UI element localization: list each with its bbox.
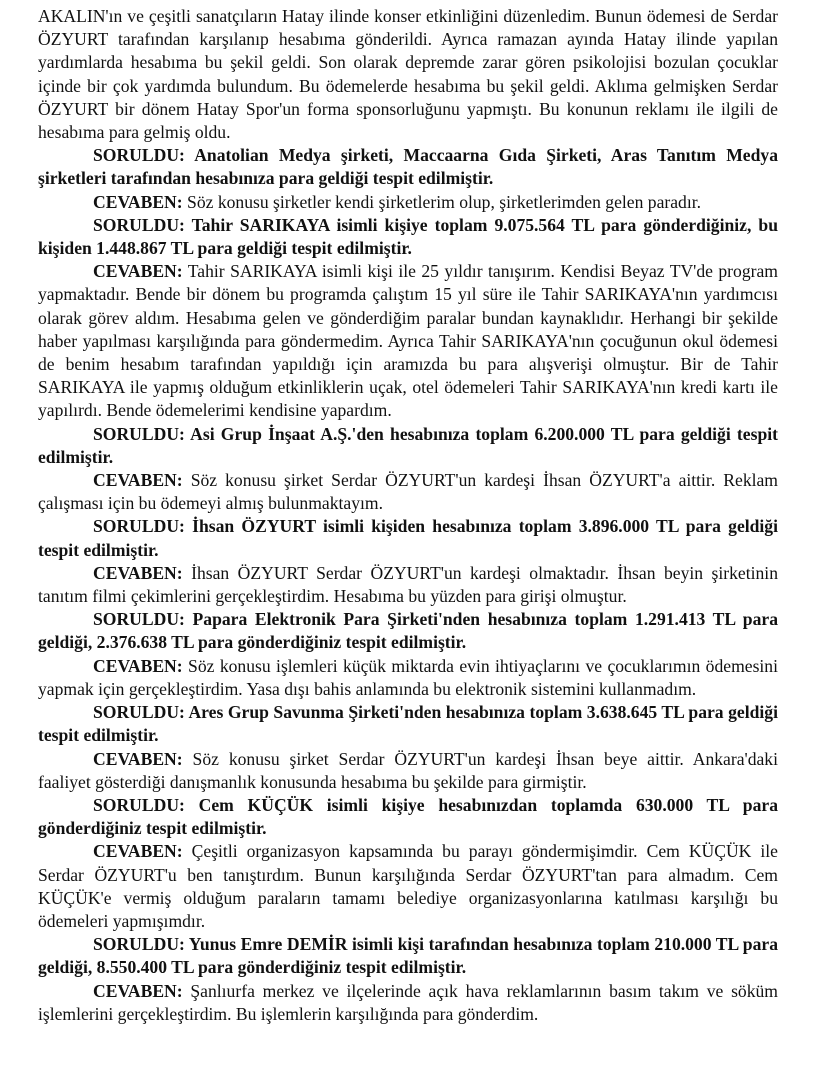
answer-label: CEVABEN:	[93, 748, 183, 769]
question-paragraph	[38, 144, 778, 190]
answer-paragraph	[38, 191, 778, 214]
answer-label: CEVABEN:	[93, 470, 183, 491]
question-paragraph	[38, 515, 778, 561]
question-text: Tahir SARIKAYA isimli kişiye toplam 9.075.564 TL para gönderdiğiniz, bu kişiden 1.448.867 TL para geldiği tespit edilmiştir.	[38, 214, 778, 259]
answer-text: İhsan ÖZYURT Serdar ÖZYURT'un kardeşi olmaktadır. İhsan beyin şirketinin tanıtım filmi çekimlerini gerçekleştirdim. Hesabıma bu yüzden para girişi olmuştur.	[38, 562, 778, 607]
answer-text: Söz konusu şirket Serdar ÖZYURT'un kardeşi İhsan beye aittir. Ankara'daki faaliyet gösterdiği danışmanlık konusunda hesabıma bu şekilde para girmiştir.	[38, 748, 778, 792]
question-label: SORULDU:	[93, 145, 185, 166]
question-text: Anatolian Medya şirketi, Maccaarna Gıda Şirketi, Aras Tanıtım Medya şirketleri tarafından hesabınıza para geldiği tespit edilmiştir.	[38, 145, 778, 189]
question-label: SORULDU:	[93, 934, 185, 955]
question-label: SORULDU:	[93, 423, 185, 444]
answer-label: CEVABEN:	[93, 191, 183, 212]
question-paragraph	[38, 933, 778, 979]
answer-text: Söz konusu şirket Serdar ÖZYURT'un kardeşi İhsan ÖZYURT'a aittir. Reklam çalışması için bu ödemeyi almış bulunmaktayım.	[38, 470, 778, 514]
question-paragraph	[38, 214, 778, 260]
question-text: Cem KÜÇÜK isimli kişiye hesabınızdan toplamda 630.000 TL para gönderdiğiniz tespit edilmiştir.	[38, 794, 778, 839]
answer-text: Çeşitli organizasyon kapsamında bu parayı göndermişimdir. Cem KÜÇÜK ile Serdar ÖZYURT'u ben tanıştırdım. Bunun karşılığında Serdar ÖZYURT'tan para almadım. Cem KÜÇÜK'e vermiş olduğum paraların tamamı belediye organizasyonlarına katılması karşılığı bu ödemeleri yapmışımdır.	[38, 841, 778, 931]
answer-text: Söz konusu şirketler kendi şirketlerim olup, şirketlerimden gelen paradır.	[187, 191, 702, 212]
answer-paragraph	[38, 562, 778, 608]
answer-text: Şanlıurfa merkez ve ilçelerinde açık hava reklamlarının basım takım ve söküm işlemlerini gerçekleştirdim. Bu işlemlerin karşılığında para gönderdim.	[38, 980, 778, 1024]
answer-label: CEVABEN:	[93, 562, 183, 583]
answer-paragraph	[38, 655, 778, 701]
answer-paragraph	[38, 840, 778, 933]
question-label: SORULDU:	[93, 609, 185, 630]
paragraph-text: AKALIN'ın ve çeşitli sanatçıların Hatay ilinde konser etkinliğini düzenledim. Bunun ödemesi de Serdar ÖZYURT tarafından karşılanıp hesabıma gönderildi. Ayrıca ramazan ayında Hatay ilinde yapılan yardımlarda hesabıma bu şekil geldi. Son olarak depremde zarar gören psikolojisi bozulan çocuklar içinde bir çok yardımda bulundum. Bu ödemelerde hesabıma bu şekil geldi. Aklıma gelmişken Serdar ÖZYURT bir dönem Hatay Spor'un forma sponsorluğunu yapmıştı. Bu konunun reklamı ile ilgili de hesabıma para gelmiş oldu.	[38, 6, 778, 143]
answer-paragraph	[38, 980, 778, 1026]
question-label: SORULDU:	[93, 794, 185, 815]
answer-label: CEVABEN:	[93, 980, 183, 1001]
answer-paragraph	[38, 260, 778, 422]
answer-label: CEVABEN:	[93, 655, 183, 676]
question-paragraph	[38, 608, 778, 654]
question-label: SORULDU:	[93, 702, 185, 723]
answer-text: Söz konusu işlemleri küçük miktarda evin ihtiyaçlarını ve çocuklarımın ödemesini yapmak için gerçekleştirdim. Yasa dışı bahis anlamında bu elektronik sistemini kullanmadım.	[38, 655, 778, 699]
question-text: Yunus Emre DEMİR isimli kişi tarafından hesabınıza toplam 210.000 TL para geldiği, 8.550.400 TL para gönderdiğiniz tespit edilmiştir.	[38, 934, 778, 978]
question-label: SORULDU:	[93, 516, 185, 537]
question-paragraph	[38, 423, 778, 469]
question-label: SORULDU:	[93, 214, 185, 235]
answer-label: CEVABEN:	[93, 261, 183, 282]
question-text: İhsan ÖZYURT isimli kişiden hesabınıza toplam 3.896.000 TL para geldiği tespit edilmiştir.	[38, 516, 778, 560]
continuation-paragraph	[38, 5, 778, 144]
answer-paragraph	[38, 469, 778, 515]
question-paragraph	[38, 701, 778, 747]
question-text: Papara Elektronik Para Şirketi'nden hesabınıza toplam 1.291.413 TL para geldiği, 2.376.638 TL para gönderdiğiniz tespit edilmiştir.	[38, 609, 778, 653]
question-paragraph	[38, 794, 778, 840]
question-text: Asi Grup İnşaat A.Ş.'den hesabınıza toplam 6.200.000 TL para geldiği tespit edilmiştir.	[38, 423, 778, 467]
question-text: Ares Grup Savunma Şirketi'nden hesabınıza toplam 3.638.645 TL para geldiği tespit edilmiştir.	[38, 702, 778, 746]
answer-label: CEVABEN:	[93, 841, 183, 862]
answer-paragraph	[38, 748, 778, 794]
answer-text: Tahir SARIKAYA isimli kişi ile 25 yıldır tanışırım. Kendisi Beyaz TV'de program yapmaktadır. Bende bir dönem bu programda çalıştım 15 yıl süre ile Tahir SARIKAYA'nın yardımcısı olarak görev aldım. Hesabıma gelen ve gönderdiğim paralar bundan kaynaklıdır. Herhangi bir şekilde haber yapılması karşılığında para göndermedim. Ayrıca Tahir SARIKAYA'nın çocuğunun okul ödemesi de benim hesabım tarafından yapıldığı için aramızda bu para alışverişi olmuştur. Bir de Tahir SARIKAYA ile yapmış olduğum etkinliklerin uçak, otel ödemeleri Tahir SARIKAYA'nın kredi kartı ile yapılırdı. Bende ödemelerimi kendisine yapardım.	[38, 261, 778, 421]
